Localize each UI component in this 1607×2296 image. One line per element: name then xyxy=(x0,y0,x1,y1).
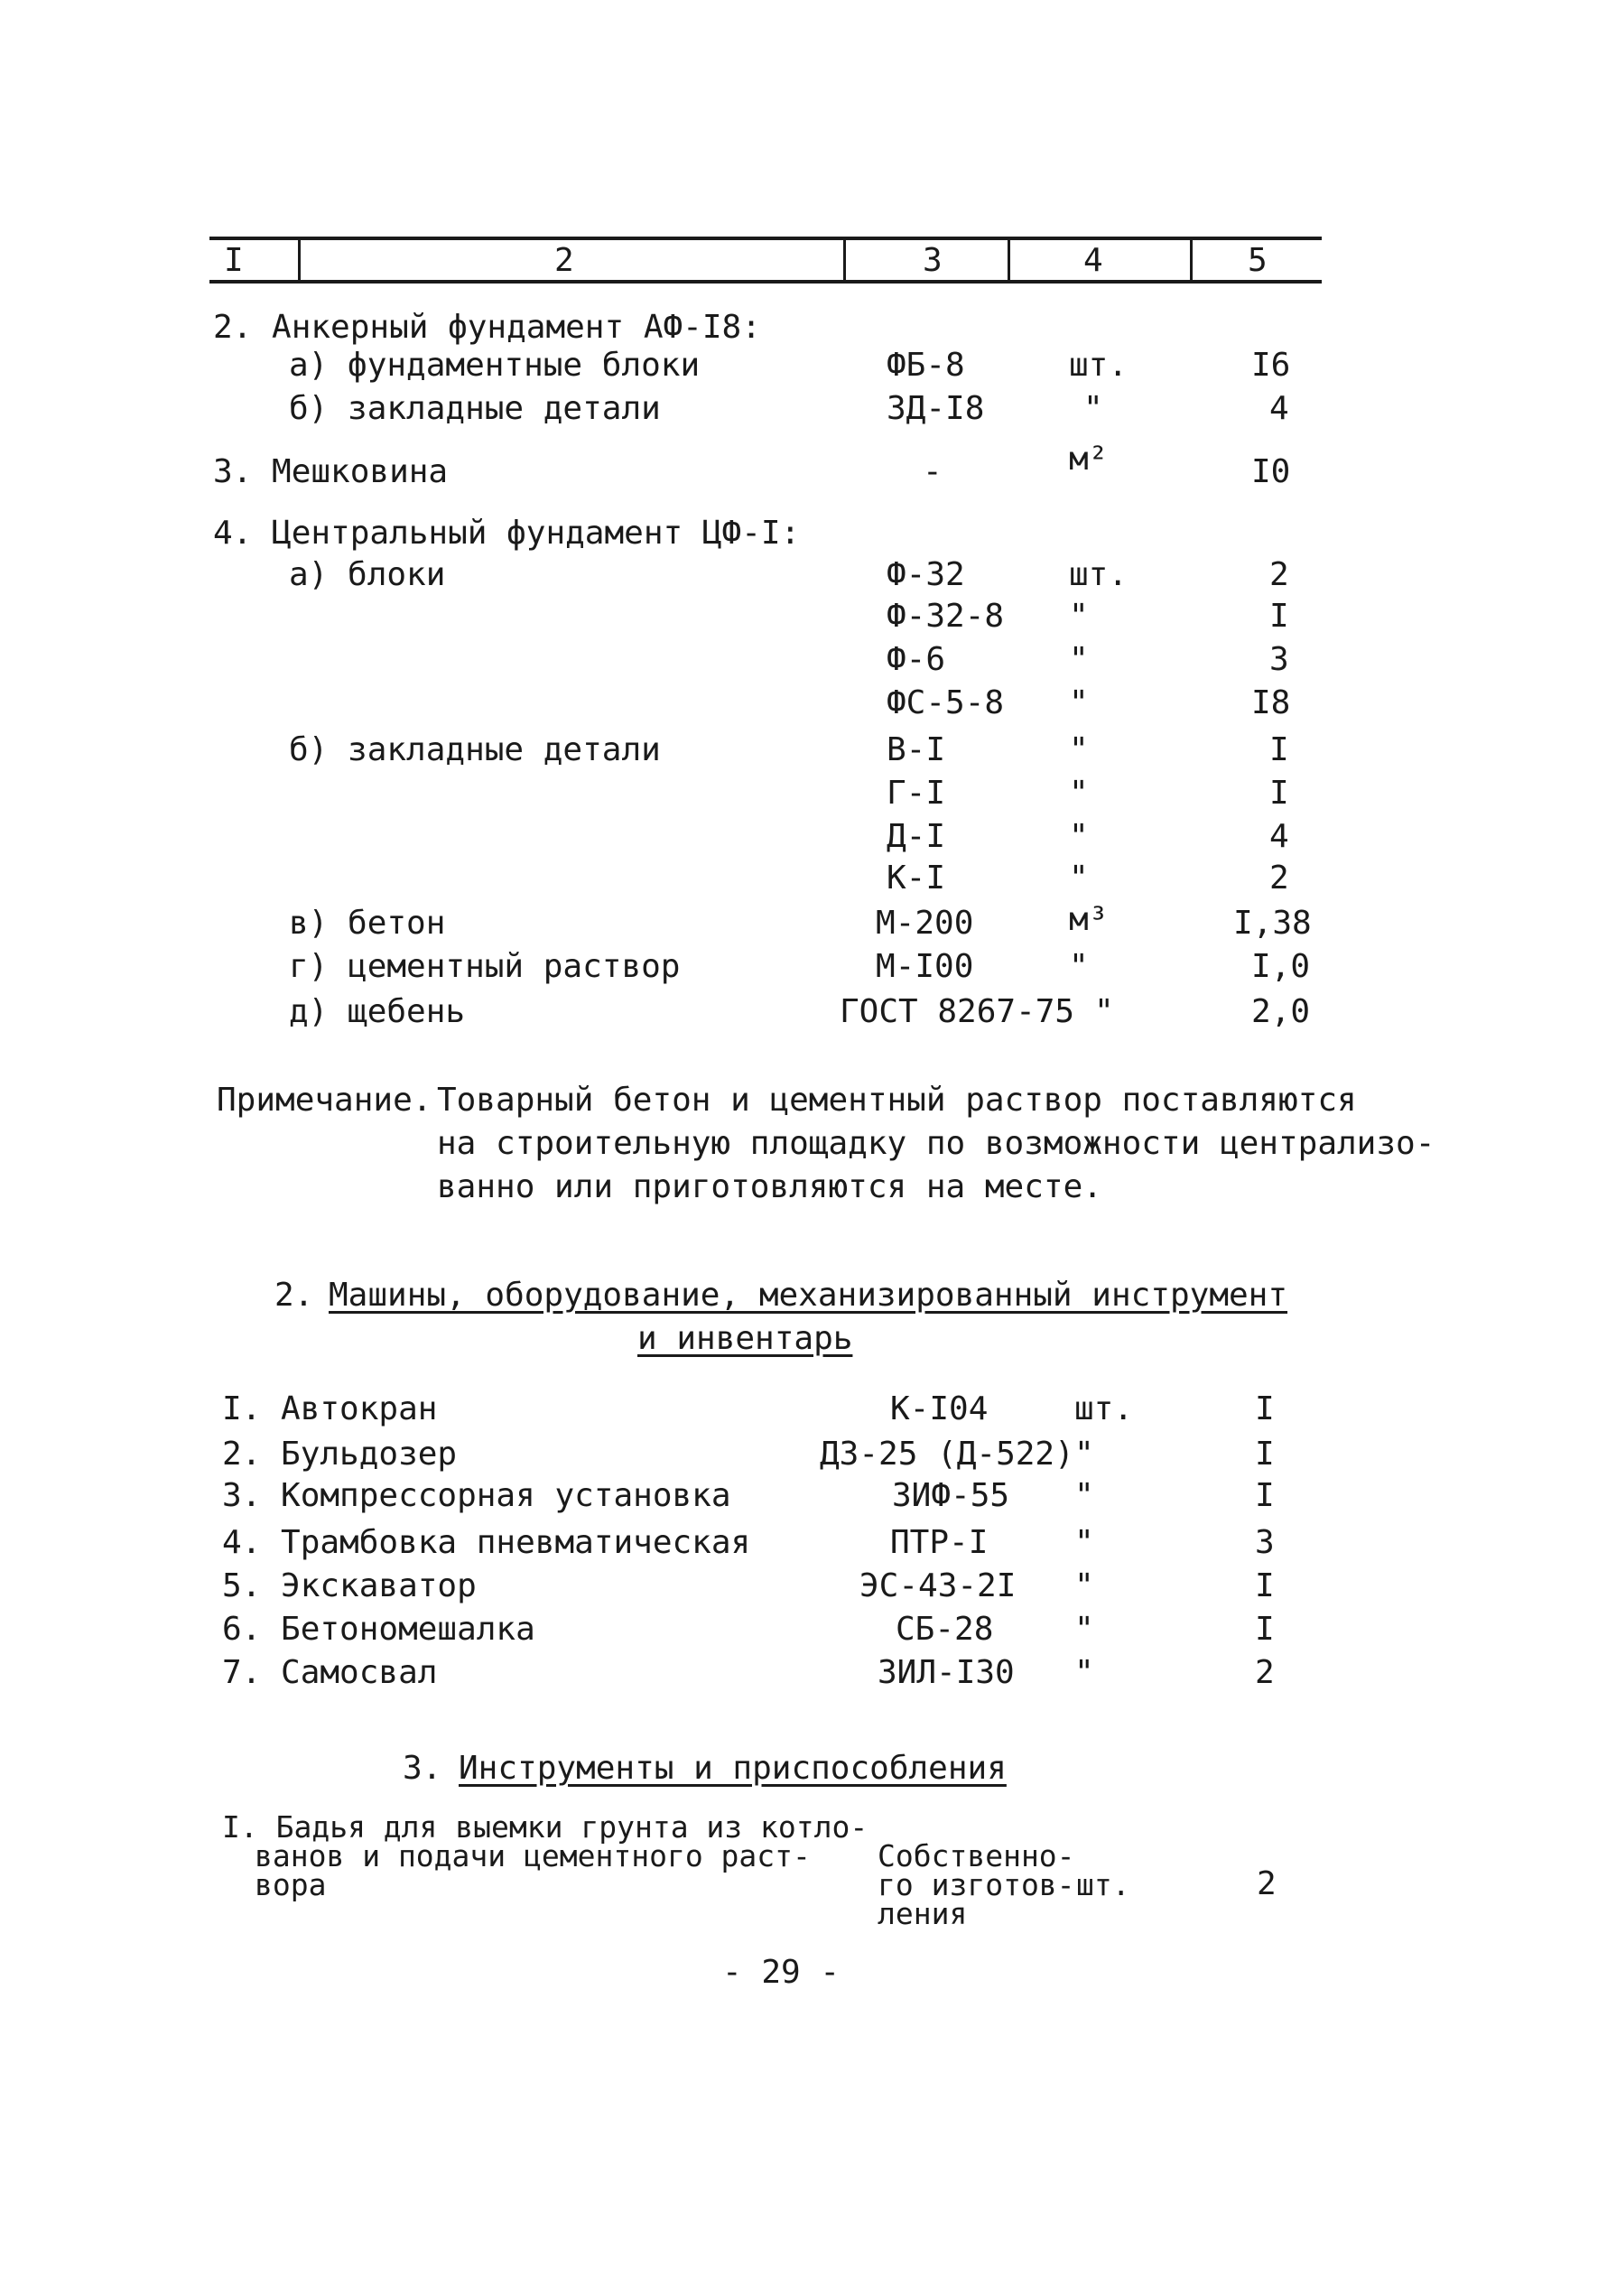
item-name: 3. Мешковина xyxy=(213,453,449,490)
item-unit: " xyxy=(1069,641,1089,678)
item-qty: I xyxy=(1255,1567,1275,1604)
item-qty: 2 xyxy=(1255,1654,1275,1691)
list-item xyxy=(0,390,1607,432)
item-unit: " xyxy=(1094,993,1114,1030)
item-name: 7. Самосвал xyxy=(222,1654,438,1691)
item-mark: ления xyxy=(878,1896,968,1931)
item-name: г) цементный раствор xyxy=(289,948,681,985)
item-qty: I8 xyxy=(1251,684,1291,721)
item-name: б) закладные детали xyxy=(289,390,661,427)
item-qty: 2 xyxy=(1257,1865,1277,1902)
header-col-5: 5 xyxy=(1248,242,1268,279)
item-mark: ФБ-8 xyxy=(887,347,965,384)
header-col-1: I xyxy=(224,242,244,279)
note-line: ванно или приготовляются на месте. xyxy=(437,1168,1102,1205)
item-name: вора xyxy=(255,1867,327,1902)
section-number: 2. xyxy=(274,1277,314,1314)
item-mark: М-200 xyxy=(876,905,974,942)
item-name: 5. Экскаватор xyxy=(222,1567,477,1604)
item-unit: " xyxy=(1074,1654,1094,1691)
list-item xyxy=(0,1524,1607,1566)
item-mark: К-I04 xyxy=(890,1390,989,1427)
item-name: 3. Компрессорная установка xyxy=(222,1477,731,1514)
list-item xyxy=(0,309,1607,350)
list-item xyxy=(0,1567,1607,1609)
item-unit: " xyxy=(1069,598,1089,635)
item-unit: шт. xyxy=(1074,1390,1134,1427)
item-unit: " xyxy=(1074,1611,1094,1648)
item-unit: шт. xyxy=(1076,1867,1130,1902)
item-unit: " xyxy=(1074,1524,1094,1561)
item-qty: 2,0 xyxy=(1251,993,1311,1030)
item-name: 2. Анкерный фундамент АФ-I8: xyxy=(213,309,761,346)
list-item xyxy=(0,1477,1607,1519)
list-item xyxy=(0,1654,1607,1696)
header-col-4: 4 xyxy=(1083,242,1103,279)
item-name: б) закладные детали xyxy=(289,731,661,768)
header-bottom-rule xyxy=(209,280,1322,284)
item-name: д) щебень xyxy=(289,993,466,1030)
section-title: Инструменты и приспособления xyxy=(459,1750,1007,1787)
item-name: в) бетон xyxy=(289,905,446,942)
item-name: I. Бадья для выемки грунта из котло- xyxy=(222,1809,869,1845)
item-qty: I6 xyxy=(1251,347,1291,384)
list-item xyxy=(0,860,1607,901)
section-title: и инвентарь xyxy=(637,1320,853,1357)
list-item xyxy=(0,684,1607,726)
item-qty: I xyxy=(1255,1477,1275,1514)
item-mark: К-I xyxy=(887,860,946,897)
item-qty: I,38 xyxy=(1233,905,1312,942)
list-item xyxy=(0,948,1607,990)
item-mark: Ф-32 xyxy=(887,556,965,593)
list-item xyxy=(0,347,1607,388)
item-mark: ДЗ-25 (Д-522) xyxy=(820,1436,1074,1473)
item-mark: М-I00 xyxy=(876,948,974,985)
item-mark: ПТР-I xyxy=(890,1524,989,1561)
item-qty: I xyxy=(1269,598,1289,635)
item-mark: Ф-6 xyxy=(887,641,946,678)
item-unit: м² xyxy=(1069,441,1109,478)
list-item xyxy=(0,641,1607,683)
item-qty: 4 xyxy=(1269,818,1289,855)
list-item xyxy=(0,598,1607,639)
note-label: Примечание. xyxy=(217,1082,432,1119)
item-qty: I xyxy=(1269,731,1289,768)
item-qty: I xyxy=(1255,1390,1275,1427)
item-name: 6. Бетономешалка xyxy=(222,1611,535,1648)
item-qty: 2 xyxy=(1269,556,1289,593)
item-unit: " xyxy=(1069,731,1089,768)
item-mark: Д-I xyxy=(887,818,946,855)
list-item xyxy=(0,556,1607,598)
header-divider xyxy=(843,237,846,282)
item-mark: - xyxy=(923,453,943,490)
list-item xyxy=(0,818,1607,860)
item-unit: м³ xyxy=(1069,901,1109,938)
item-mark: СБ-28 xyxy=(896,1611,994,1648)
item-unit: " xyxy=(1069,684,1089,721)
item-name: ванов и подачи цементного раст- xyxy=(255,1838,811,1873)
item-name: 4. Трамбовка пневматическая xyxy=(222,1524,751,1561)
item-qty: I,0 xyxy=(1251,948,1311,985)
item-mark: ФС-5-8 xyxy=(887,684,1005,721)
item-qty: I xyxy=(1255,1436,1275,1473)
note-line: Товарный бетон и цементный раствор поставляются xyxy=(437,1082,1357,1119)
item-unit: шт. xyxy=(1069,347,1129,384)
item-mark: ЗИФ-55 xyxy=(892,1477,1010,1514)
item-unit: " xyxy=(1069,948,1089,985)
item-name: 2. Бульдозер xyxy=(222,1436,458,1473)
item-unit: " xyxy=(1074,1477,1094,1514)
list-item xyxy=(0,993,1607,1035)
item-unit: " xyxy=(1069,775,1089,812)
item-qty: I xyxy=(1269,775,1289,812)
list-item xyxy=(0,1611,1607,1652)
page-number: - 29 - xyxy=(722,1954,841,1991)
header-divider xyxy=(1190,237,1193,282)
item-mark: ЗИЛ-I30 xyxy=(878,1654,1015,1691)
item-qty: 2 xyxy=(1269,860,1289,897)
header-divider xyxy=(1008,237,1010,282)
header-divider xyxy=(298,237,301,282)
header-col-2: 2 xyxy=(554,242,574,279)
header-col-3: 3 xyxy=(923,242,943,279)
item-name: I. Автокран xyxy=(222,1390,438,1427)
item-unit: " xyxy=(1074,1436,1094,1473)
item-mark: Собственно- xyxy=(878,1838,1075,1873)
item-qty: 3 xyxy=(1269,641,1289,678)
list-item xyxy=(0,1436,1607,1477)
item-qty: I0 xyxy=(1251,453,1291,490)
list-item xyxy=(0,775,1607,816)
list-item xyxy=(0,441,1607,495)
header-top-rule xyxy=(209,237,1322,240)
section-number: 3. xyxy=(403,1750,442,1787)
section-title: Машины, оборудование, механизированный инструмент xyxy=(329,1277,1288,1314)
item-name: 4. Центральный фундамент ЦФ-I: xyxy=(213,515,801,552)
item-name: а) блоки xyxy=(289,556,446,593)
list-item xyxy=(0,515,1607,556)
item-qty: 3 xyxy=(1255,1524,1275,1561)
item-mark: Г-I xyxy=(887,775,946,812)
item-qty: I xyxy=(1255,1611,1275,1648)
item-unit: " xyxy=(1069,818,1089,855)
item-qty: 4 xyxy=(1269,390,1289,427)
note-line: на строительную площадку по возможности централизо- xyxy=(437,1125,1435,1162)
item-name: а) фундаментные блоки xyxy=(289,347,701,384)
item-mark: В-I xyxy=(887,731,946,768)
item-mark: ЭС-43-2I xyxy=(859,1567,1017,1604)
list-item xyxy=(0,901,1607,946)
list-item xyxy=(0,731,1607,773)
item-unit: " xyxy=(1069,860,1089,897)
item-unit: " xyxy=(1074,1567,1094,1604)
item-mark: Ф-32-8 xyxy=(887,598,1005,635)
list-item xyxy=(0,1390,1607,1432)
item-mark: го изготов- xyxy=(878,1867,1075,1902)
item-mark: ЗД-I8 xyxy=(887,390,985,427)
item-mark: ГОСТ 8267-75 xyxy=(840,993,1075,1030)
item-unit: шт. xyxy=(1069,556,1129,593)
item-unit: " xyxy=(1083,390,1103,427)
